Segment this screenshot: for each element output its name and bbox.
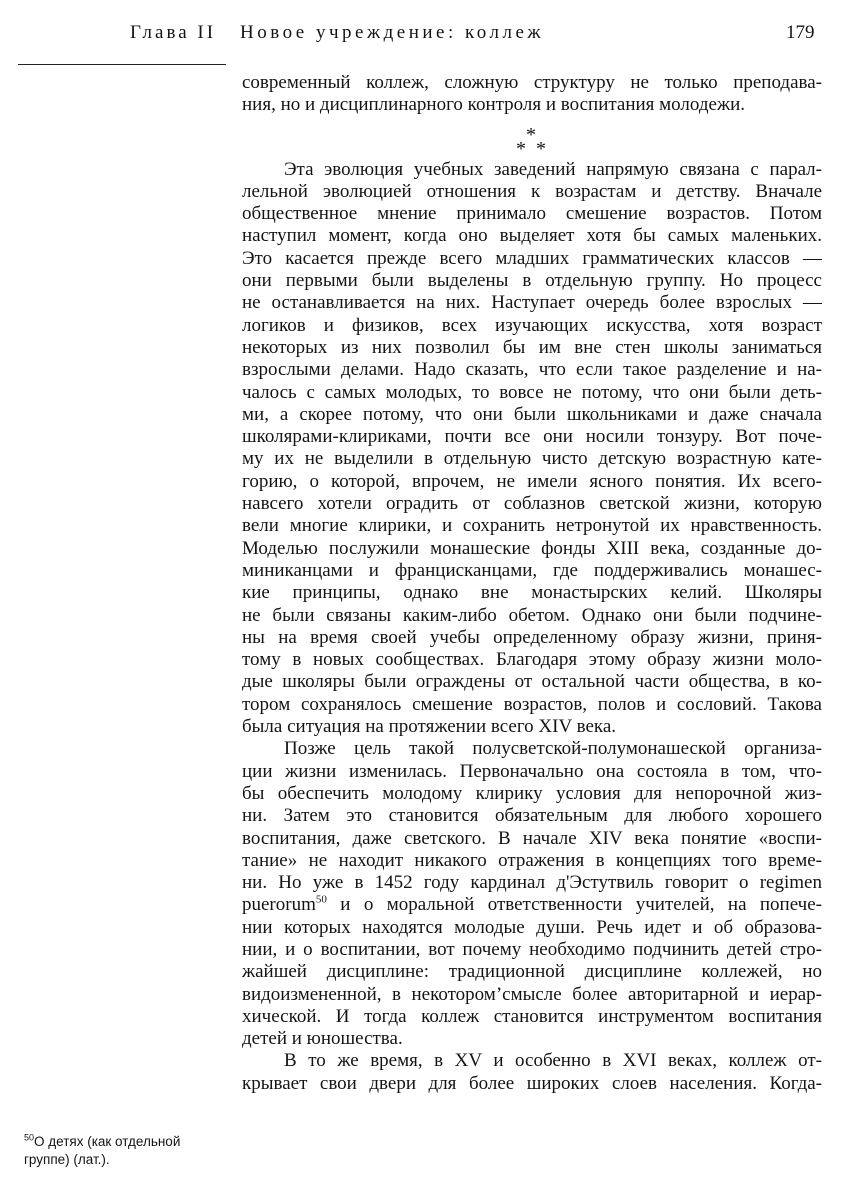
text-line: Это касается прежде всего младших грамматических классов — bbox=[242, 247, 822, 269]
text-line: была ситуация на протяжении всего XIV века. bbox=[242, 716, 617, 738]
text-line: видоизмененной, в некоторомʼсмысле более авторитарной и иерар- bbox=[242, 983, 822, 1005]
text-line: му их не выделили в отдельную чисто детскую возрастную кате- bbox=[242, 448, 822, 470]
text-line: логиков и физиков, всех изучающих искусства, хотя возраст bbox=[242, 314, 822, 336]
text-line: не были связаны каким-либо обетом. Однако они были подчине- bbox=[242, 604, 822, 626]
paragraph-3 bbox=[242, 1050, 822, 1095]
footnote-line: группе) (лат.). bbox=[24, 1152, 110, 1167]
paragraph-1 bbox=[242, 159, 822, 739]
text-line: ния, но и дисциплинарного контроля и воспитания молодежи. bbox=[242, 94, 746, 116]
text-line: Моделью послужили монашеские фонды XIII века, созданные до- bbox=[242, 537, 822, 559]
text-line: взрослыми делами. Надо сказать, что если такое разделение и на- bbox=[242, 359, 822, 381]
text-line: современный коллеж, сложную структуру не только преподава- bbox=[242, 72, 822, 93]
text-line: общественное мнение принимало смешение возрастов. Потом bbox=[242, 203, 822, 225]
footnote-marker: 50 bbox=[24, 1132, 35, 1143]
text-line: В то же время, в XV и особенно в XVI веках, коллеж от- bbox=[284, 1050, 822, 1072]
intro-paragraph bbox=[242, 72, 822, 117]
chapter-label: Глава II bbox=[130, 22, 217, 43]
text-line: бы обеспечить молодому клирику условия для непорочной жиз- bbox=[242, 782, 822, 804]
text-line: ни. Затем это становится обязательным для любого хорошего bbox=[242, 805, 822, 827]
footnote-reference[interactable]: 50 bbox=[315, 894, 327, 907]
asterisk: * bbox=[536, 137, 546, 160]
text-line: навсего хотели оградить от соблазнов светской жизни, которую bbox=[242, 493, 822, 515]
text-line: наступил момент, когда оно выделяет хотя бы самых маленьких. bbox=[242, 225, 822, 247]
text-fragment: и о моральной ответственности учителей, на попече- bbox=[326, 894, 822, 916]
asterisk: * bbox=[526, 123, 536, 146]
text-line: тому в новых сообществах. Благодаря этому образу жизни моло- bbox=[242, 649, 822, 671]
text-line: некоторых из них позволил бы им вне стен школы заниматься bbox=[242, 336, 822, 358]
text-line: крывает свои двери для более широких слоев населения. Когда- bbox=[242, 1072, 822, 1094]
text-line: нии, и о воспитании, вот почему необходимо подчинить детей стро- bbox=[242, 938, 822, 960]
text-line: тание» не находит никакого отражения в концепциях того време- bbox=[242, 849, 822, 871]
section-break-asterism bbox=[242, 117, 822, 159]
text-line-with-footnote-ref bbox=[242, 894, 822, 916]
text-line: они первыми были выделены в отдельную группу. Но процесс bbox=[242, 270, 822, 292]
asterisk: * bbox=[516, 137, 526, 160]
page-number: 179 bbox=[786, 22, 815, 43]
text-line: не останавливается на них. Наступает очередь более взрослых — bbox=[242, 292, 822, 314]
text-line: дые школяры были ограждены от остальной части общества, в ко- bbox=[242, 671, 822, 693]
text-line: Позже цель такой полусветской-полумонашеской организа- bbox=[284, 738, 822, 760]
body-text bbox=[242, 72, 822, 1187]
text-line: миниканцами и францисканцами, где поддерживались монашес- bbox=[242, 559, 822, 581]
text-line: чалось с самых молодых, то вовсе не потому, что они были деть- bbox=[242, 381, 822, 403]
text-fragment: puerorum bbox=[242, 894, 316, 916]
text-line: горию, о которой, впрочем, не имели ясного понятия. Их всего- bbox=[242, 470, 822, 492]
text-line: вели многие клирики, и сохранить нетронутой их нравственность. bbox=[242, 515, 822, 537]
text-line: хической. И тогда коллеж становится инструментом воспитания bbox=[242, 1005, 822, 1027]
running-head bbox=[0, 14, 854, 54]
text-line: ни. Но уже в 1452 году кардинал д'Эстутвиль говорит о regimen bbox=[242, 872, 822, 894]
text-line: нии которых находятся молодые души. Речь идет и об образова- bbox=[242, 916, 822, 938]
footnote bbox=[24, 1133, 224, 1169]
paragraph-2 bbox=[242, 738, 822, 1050]
text-line: воспитания, даже светского. В начале XIV века понятие «воспи- bbox=[242, 827, 822, 849]
text-line: ны на время своей учебы определенному образу жизни, приня- bbox=[242, 626, 822, 648]
text-line: тором сохранялось смешение возрастов, полов и сословий. Такова bbox=[242, 693, 822, 715]
chapter-title: Новое учреждение: коллеж bbox=[240, 22, 545, 43]
text-line: кие принципы, однако вне монастырских келий. Школяры bbox=[242, 582, 822, 604]
footnote-text: О детях (как отдельной bbox=[34, 1134, 181, 1149]
text-line: лельной эволюцией отношения к возрастам и детству. Вначале bbox=[242, 180, 822, 202]
footnote-line bbox=[24, 1133, 224, 1151]
text-line: ми, а скорее потому, что они были школьниками и даже сначала bbox=[242, 403, 822, 425]
text-line: жайшей дисциплине: традиционной дисциплине коллежей, но bbox=[242, 961, 822, 983]
header-rule bbox=[18, 64, 226, 65]
text-line: школярами-клириками, почти все они носили тонзуру. Вот поче- bbox=[242, 426, 822, 448]
text-line: Эта эволюция учебных заведений напрямую связана с парал- bbox=[284, 158, 822, 180]
text-line: ции жизни изменилась. Первоначально она состояла в том, что- bbox=[242, 760, 822, 782]
text-line: детей и юношества. bbox=[242, 1028, 403, 1050]
